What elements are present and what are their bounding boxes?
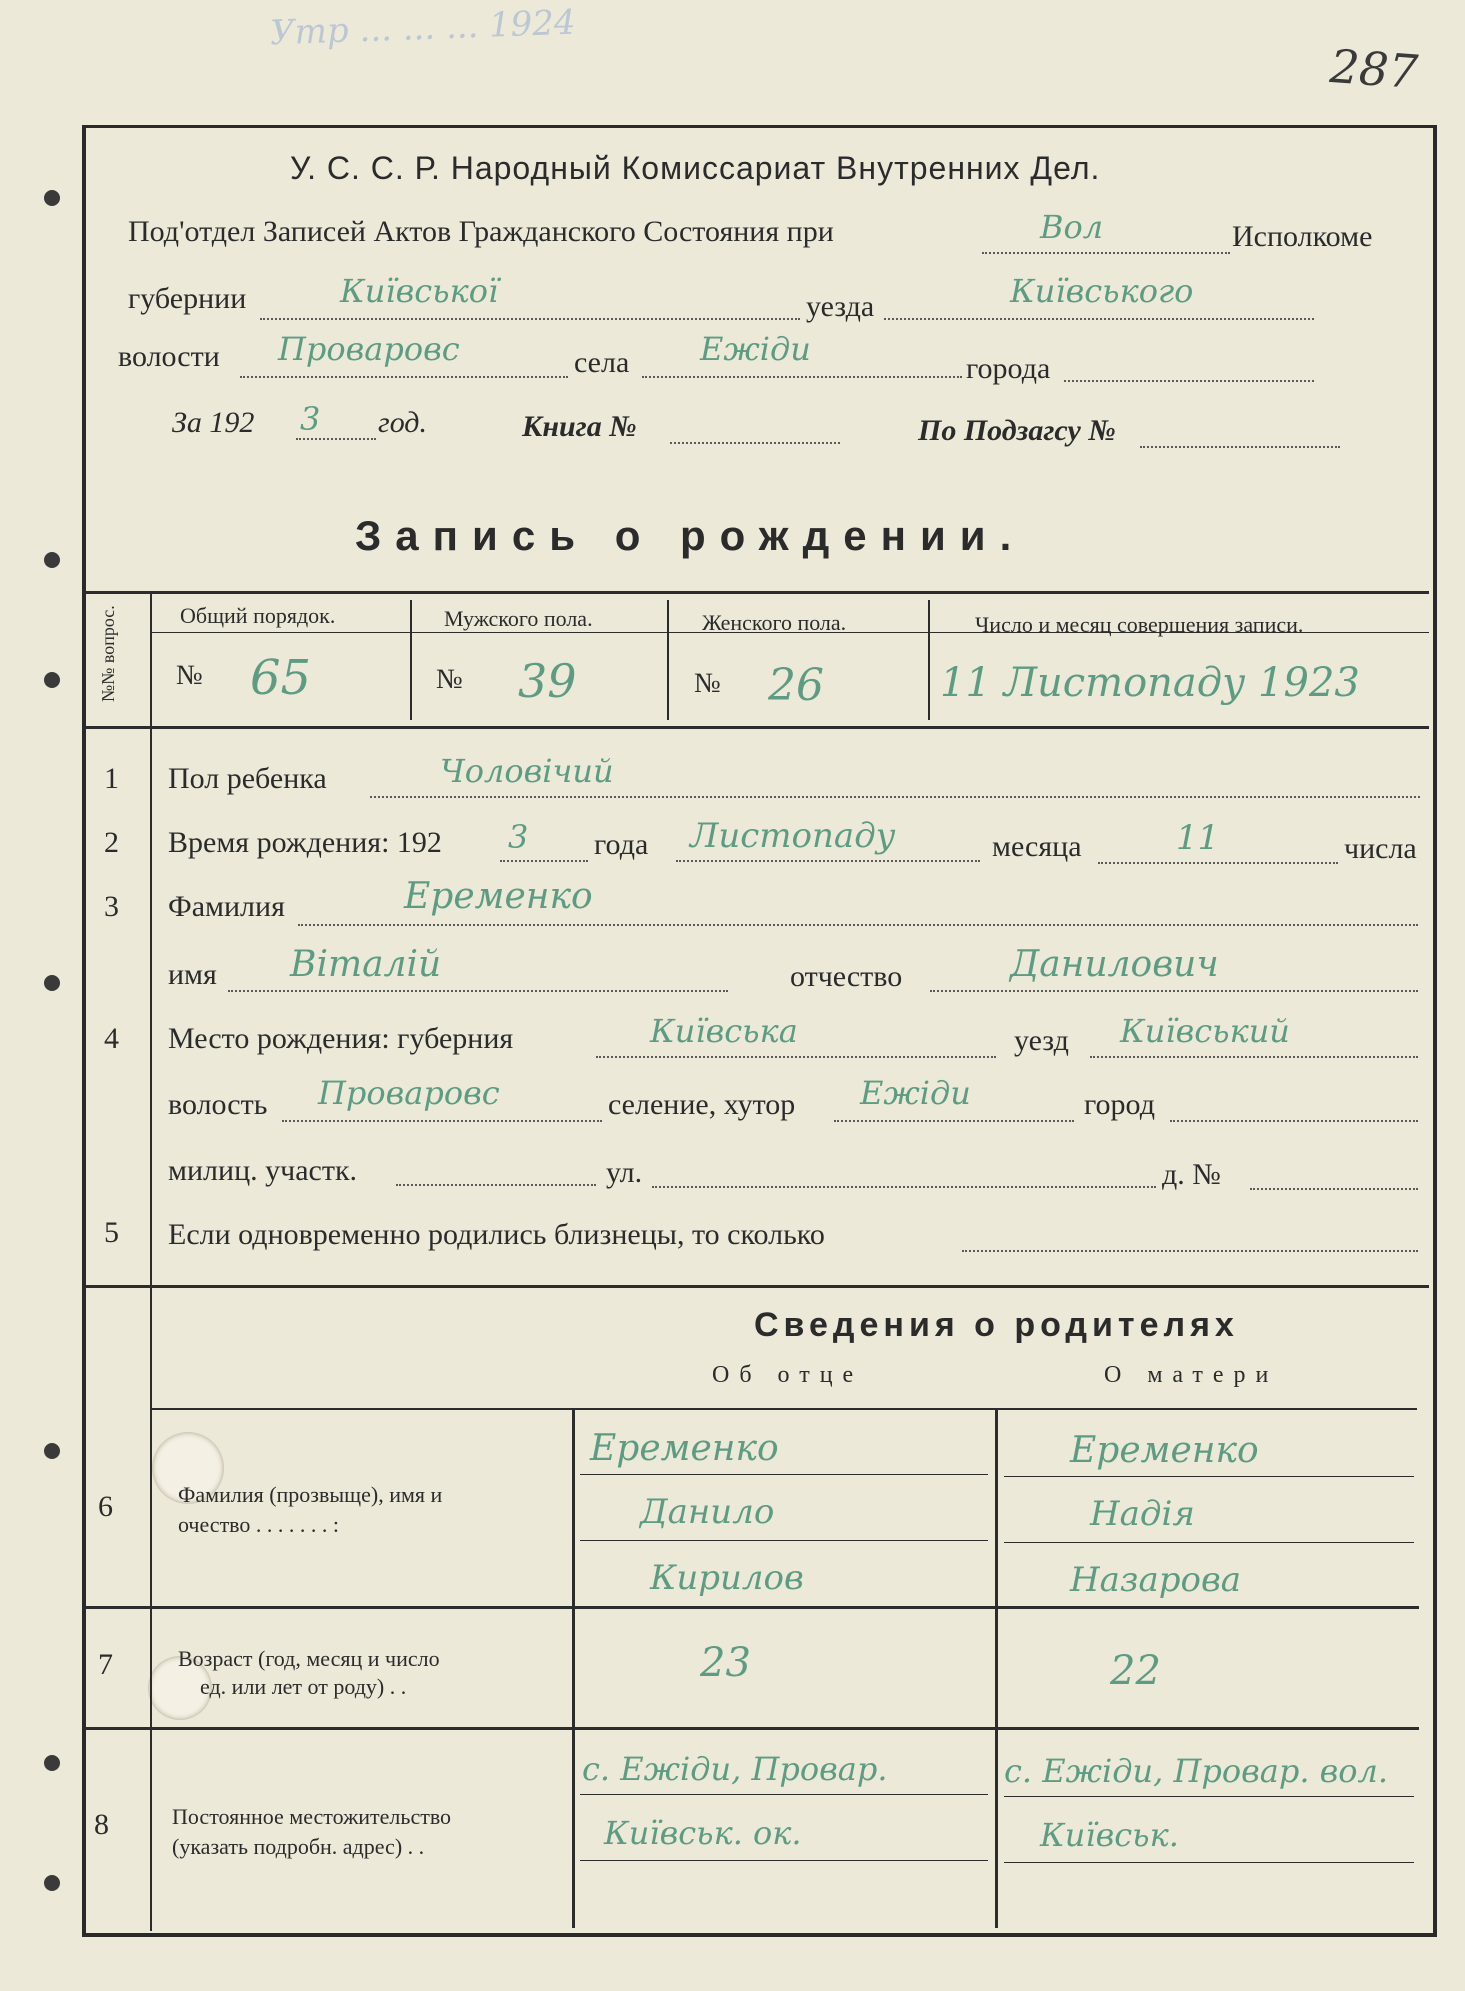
q6-label-line1: Фамилия (прозвыще), имя и [178, 1482, 443, 1507]
birth-day-line [1098, 862, 1338, 864]
parents-header-rule [152, 1408, 1417, 1410]
q4-militsia-label: милиц. участк. [168, 1154, 358, 1187]
book-line [670, 442, 840, 444]
q4-label: Место рождения: губерния [168, 1022, 514, 1055]
q1-line [370, 796, 1420, 798]
q4-uezd-line [1090, 1056, 1418, 1058]
uezd-label: уезда [806, 290, 875, 323]
imya-label: имя [168, 958, 217, 991]
father-name: Данило [640, 1492, 775, 1532]
q7-number: 7 [98, 1648, 113, 1681]
father-patronymic: Кирилов [650, 1558, 804, 1598]
mother-address-1: с. Ежіди, Провар. вол. [1004, 1752, 1389, 1790]
q6-bottom-rule [84, 1606, 1419, 1609]
q4-dom-label: д. № [1162, 1158, 1221, 1191]
parents-title: Сведения о родителях [754, 1306, 1239, 1344]
mother-age: 22 [1110, 1648, 1161, 1694]
birth-village: Ежіди [860, 1074, 971, 1112]
reg-header-date: Число и месяц совершения записи. [975, 612, 1304, 637]
binding-hole [44, 1875, 60, 1891]
ispolkom-label: Исполкоме [1232, 220, 1373, 253]
mother-address-2: Київськ. [1040, 1816, 1179, 1854]
reg-num-sign: № [176, 660, 203, 691]
reg-header-male: Мужского пола. [444, 606, 593, 631]
father-address-1: с. Ежіди, Провар. [582, 1750, 888, 1788]
q7-label-line2: ед. или лет от роду) . . [200, 1674, 407, 1699]
q8-mother-line [1004, 1796, 1414, 1797]
birth-year-line [500, 860, 588, 862]
binding-hole [44, 975, 60, 991]
reg-num-sign: № [694, 668, 721, 699]
father-mother-rule [995, 1408, 998, 1928]
q6-mother-line [1004, 1542, 1414, 1543]
q4-ul-line [652, 1186, 1156, 1188]
gorod-label: города [966, 352, 1051, 385]
reg-col-rule [667, 600, 669, 720]
birth-month: Листопаду [690, 816, 896, 856]
q3-label: Фамилия [168, 890, 285, 923]
selo-line [642, 376, 962, 378]
volost-line [240, 376, 568, 378]
q4-gorod-label: город [1084, 1088, 1155, 1121]
q6-father-line [580, 1540, 988, 1541]
question-number-header: №№ вопрос. [98, 605, 118, 702]
birth-uezd: Київський [1120, 1012, 1290, 1050]
q5-label: Если одновременно родились близнецы, то сколько [168, 1218, 825, 1251]
q8-number: 8 [94, 1808, 109, 1841]
father-age: 23 [700, 1640, 751, 1686]
q2-label: Время рождения: 192 [168, 826, 442, 859]
q1-number: 1 [104, 762, 119, 795]
otchestvo-line [930, 990, 1418, 992]
father-address-2: Київськ. ок. [604, 1814, 802, 1852]
mother-surname: Еременко [1070, 1430, 1259, 1471]
child-surname: Еременко [404, 876, 593, 917]
volost-label: волости [118, 340, 220, 373]
subdept-value: Вол [1040, 208, 1104, 246]
table-bottom-rule [84, 726, 1429, 729]
q6-father-line [580, 1474, 988, 1475]
q8-father-line [580, 1794, 988, 1795]
q4-ul-label: ул. [606, 1156, 643, 1189]
mother-column-header: О матери [1104, 1362, 1279, 1388]
child-name: Віталій [290, 944, 442, 985]
q4-gorod-line [1170, 1120, 1418, 1122]
q4-selenie-label: селение, хутор [608, 1088, 796, 1121]
binding-hole [44, 1443, 60, 1459]
uezd-value: Київського [1010, 272, 1194, 310]
birth-volost: Проваровс [318, 1074, 500, 1112]
label-column-rule [572, 1408, 575, 1928]
selo-value: Ежіди [700, 330, 811, 368]
podzags-label: По Подзагсу № [918, 414, 1116, 447]
q1-label: Пол ребенка [168, 762, 327, 795]
otchestvo-label: отчество [790, 960, 903, 993]
selo-label: села [574, 346, 630, 379]
imya-line [228, 990, 728, 992]
birth-day: 11 [1176, 818, 1220, 858]
record-date: 11 Листопаду 1923 [940, 660, 1360, 706]
gorod-line [1064, 380, 1314, 382]
gubernia-value: Київської [340, 272, 499, 310]
table-top-rule [84, 591, 1429, 594]
child-sex: Чоловічий [440, 752, 614, 790]
father-surname: Еременко [590, 1428, 779, 1469]
year-value: 3 [300, 400, 321, 438]
podzags-line [1140, 446, 1340, 448]
child-patronymic: Данилович [1010, 944, 1219, 985]
mother-name: Надія [1090, 1494, 1195, 1534]
surname-line [298, 924, 1418, 926]
q4-militsia-line [396, 1184, 596, 1186]
q8-mother-line [1004, 1862, 1414, 1863]
q4-dom-line [1250, 1188, 1418, 1190]
mother-patronymic: Назарова [1070, 1560, 1242, 1600]
q8-father-line [580, 1860, 988, 1861]
q3-number: 3 [104, 890, 119, 923]
question-column-rule [150, 591, 152, 1931]
binding-hole [44, 1755, 60, 1771]
female-order-number: 26 [768, 660, 824, 711]
questions-bottom-rule [84, 1285, 1429, 1288]
q2-chisla: числа [1344, 832, 1417, 865]
q2-mesyatsa: месяца [992, 830, 1082, 863]
top-faint-note: Утр ... ... ... 1924 [269, 2, 577, 54]
page-number: 287 [1328, 39, 1420, 99]
reg-col-rule [928, 600, 930, 720]
subdept-line [982, 252, 1230, 254]
binding-hole [44, 672, 60, 688]
header-ussr-title: У. С. С. Р. Народный Комиссариат Внутренних Дел. [290, 150, 1101, 186]
q7-label-line1: Возраст (год, месяц и число [178, 1646, 440, 1671]
general-order-number: 65 [250, 650, 312, 706]
gubernia-label: губернии [128, 282, 247, 315]
q5-line [962, 1250, 1418, 1252]
reg-header-female: Женского пола. [702, 610, 847, 635]
binding-hole [44, 552, 60, 568]
q8-label-line1: Постоянное местожительство [172, 1804, 452, 1829]
volost-value: Проваровс [278, 330, 460, 368]
birth-gubernia: Київська [650, 1012, 798, 1050]
q2-goda: года [594, 828, 649, 861]
reg-num-sign: № [436, 664, 463, 695]
uezd-line [884, 318, 1314, 320]
birth-month-line [676, 860, 980, 862]
q4-number: 4 [104, 1022, 119, 1055]
q2-number: 2 [104, 826, 119, 859]
father-column-header: Об отце [712, 1362, 864, 1388]
gubernia-line [260, 318, 800, 320]
male-order-number: 39 [518, 654, 577, 708]
binding-hole [44, 190, 60, 206]
q8-label-line2: (указать подробн. адрес) . . [172, 1834, 425, 1859]
document-title: Запись о рождении. [355, 512, 1026, 559]
reg-header-general: Общий порядок. [180, 603, 336, 628]
q4-gubernia-line [596, 1056, 996, 1058]
q5-number: 5 [104, 1216, 119, 1249]
subdept-label: Под'отдел Записей Актов Гражданского Состояния при [128, 215, 834, 248]
q4-volost-line [282, 1120, 602, 1122]
year-line [296, 438, 376, 440]
q6-label-line2: очество . . . . . . . : [178, 1512, 340, 1537]
q7-bottom-rule [84, 1727, 1419, 1730]
q6-mother-line [1004, 1476, 1414, 1477]
birth-year: 3 [508, 818, 529, 856]
q4-selenie-line [834, 1120, 1074, 1122]
q4-volost-label: волость [168, 1088, 268, 1121]
book-label: Книга № [522, 410, 637, 443]
year-label: За 192 [172, 406, 255, 439]
reg-col-rule [410, 600, 412, 720]
q4-uezd-label: уезд [1014, 1024, 1069, 1057]
god-label: год. [378, 406, 427, 439]
q6-number: 6 [98, 1490, 113, 1523]
